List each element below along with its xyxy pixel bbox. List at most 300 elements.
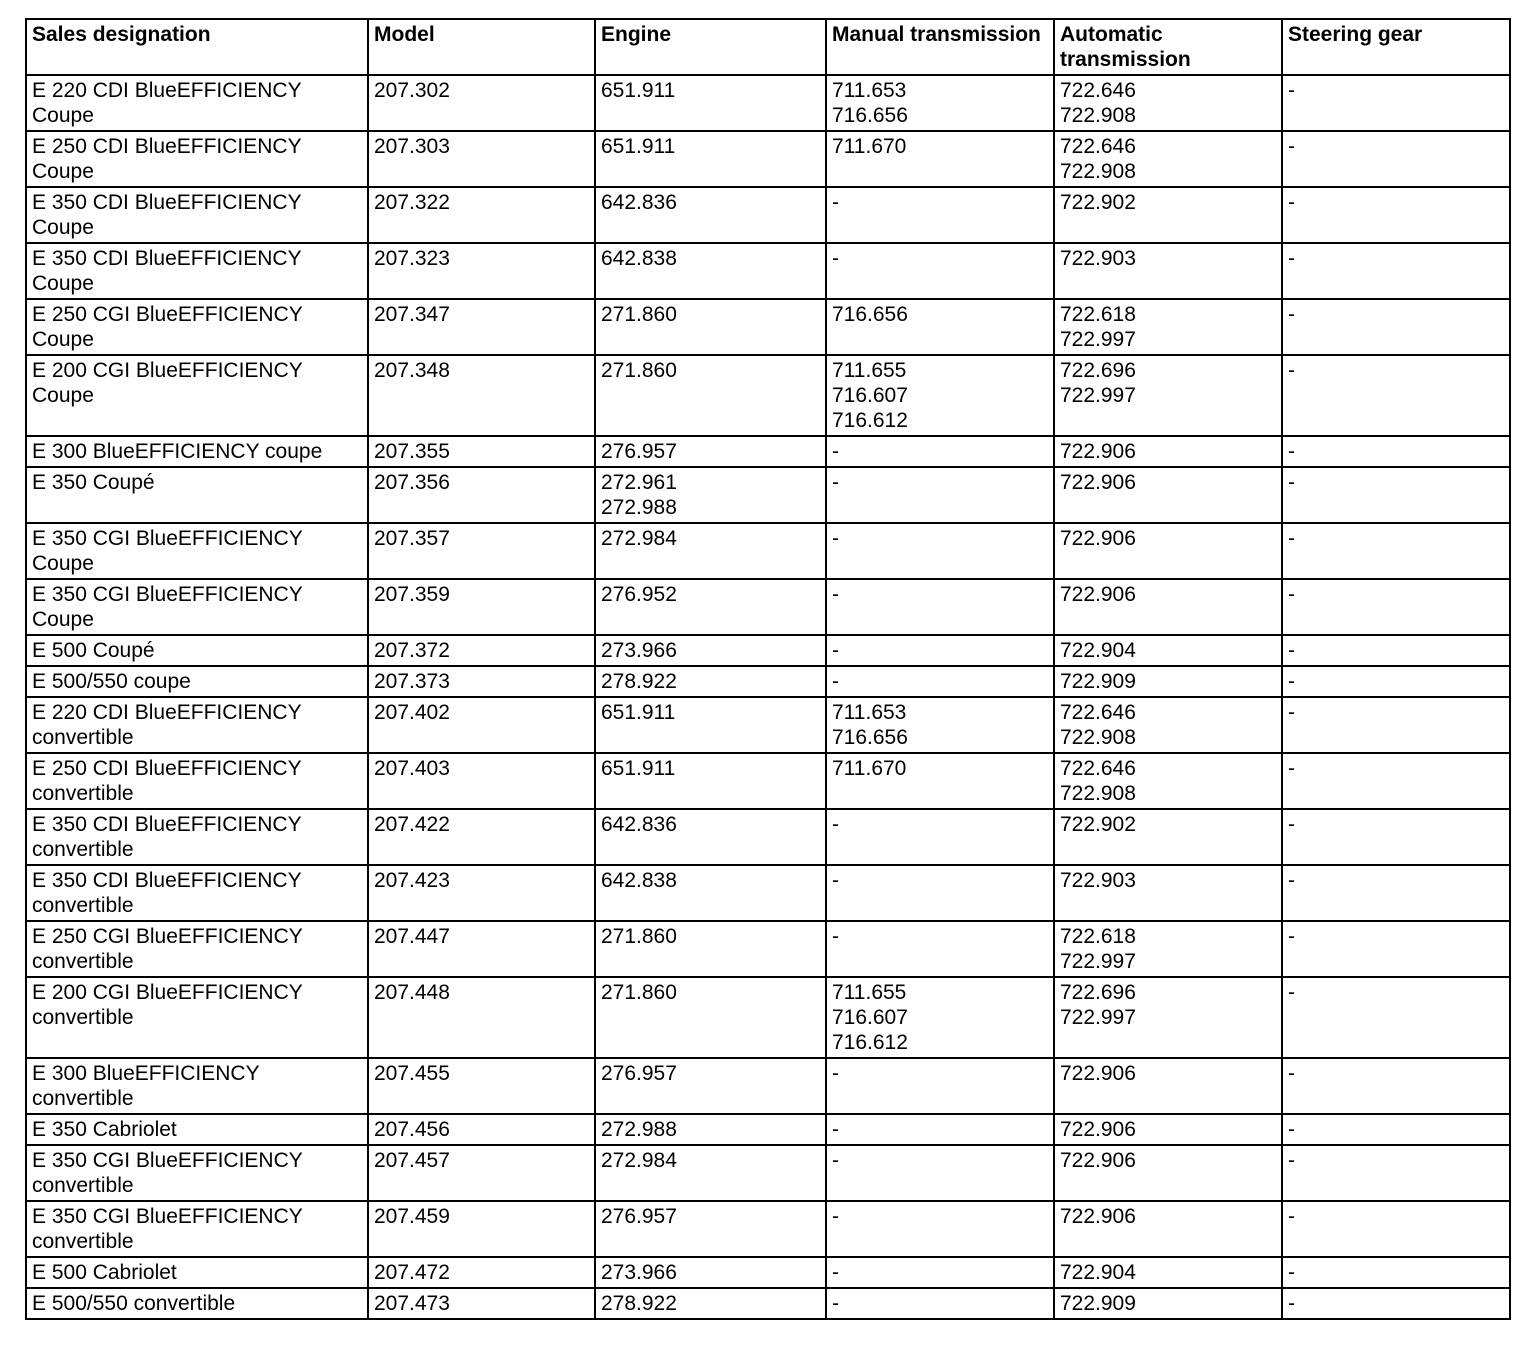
table-row: [26, 1114, 1510, 1145]
model-cell: [368, 865, 595, 921]
model-cell: [368, 1114, 595, 1145]
steering-gear-cell: [1282, 436, 1510, 467]
sales-designation-cell: [26, 1201, 368, 1257]
steering-gear-value: -: [1288, 639, 1295, 662]
model-number: 207.402: [374, 701, 450, 724]
engine-number: 271.860: [601, 359, 677, 382]
model-cell: [368, 75, 595, 131]
automatic-transmission-cell: [1054, 1114, 1282, 1145]
table-row: [26, 921, 1510, 977]
sales-designation: E 200 CGI BlueEFFICIENCY convertible: [32, 981, 303, 1029]
model-number: 207.355: [374, 440, 450, 463]
header-engine: Engine: [595, 19, 826, 75]
manual-transmission-number: -: [832, 813, 839, 836]
manual-transmission-number: 716.607: [832, 1006, 908, 1029]
table-row: [26, 523, 1510, 579]
header-row: [26, 19, 1510, 75]
manual-transmission-cell: [826, 355, 1054, 436]
sales-designation-cell: [26, 753, 368, 809]
sales-designation: E 250 CDI BlueEFFICIENCY convertible: [32, 757, 302, 805]
model-number: 207.356: [374, 471, 450, 494]
model-cell: [368, 1145, 595, 1201]
sales-designation: E 350 CGI BlueEFFICIENCY convertible: [32, 1149, 303, 1197]
engine-number: 276.957: [601, 1062, 677, 1085]
sales-designation-cell: [26, 467, 368, 523]
table-row: [26, 1058, 1510, 1114]
automatic-transmission-number: 722.904: [1060, 1261, 1136, 1284]
manual-transmission-number: -: [832, 1261, 839, 1284]
table-row: [26, 1201, 1510, 1257]
model-cell: [368, 299, 595, 355]
engine-number: 271.860: [601, 303, 677, 326]
model-number: 207.302: [374, 79, 450, 102]
table-row: [26, 131, 1510, 187]
engine-cell: [595, 635, 826, 666]
sales-designation-cell: [26, 1145, 368, 1201]
automatic-transmission-cell: [1054, 436, 1282, 467]
steering-gear-value: -: [1288, 527, 1295, 550]
sales-designation: E 300 BlueEFFICIENCY convertible: [32, 1062, 260, 1110]
model-cell: [368, 1058, 595, 1114]
sales-designation: E 350 CDI BlueEFFICIENCY convertible: [32, 869, 302, 917]
automatic-transmission-cell: [1054, 523, 1282, 579]
engine-cell: [595, 753, 826, 809]
model-cell: [368, 635, 595, 666]
automatic-transmission-number: 722.997: [1060, 328, 1136, 351]
table-row: [26, 243, 1510, 299]
steering-gear-value: -: [1288, 1261, 1295, 1284]
sales-designation: E 350 Cabriolet: [32, 1118, 177, 1141]
model-cell: [368, 355, 595, 436]
engine-number: 272.988: [601, 1118, 677, 1141]
automatic-transmission-number: 722.906: [1060, 583, 1136, 606]
model-number: 207.322: [374, 191, 450, 214]
manual-transmission-number: -: [832, 925, 839, 948]
manual-transmission-number: -: [832, 1205, 839, 1228]
manual-transmission-cell: [826, 921, 1054, 977]
sales-designation-cell: [26, 1257, 368, 1288]
steering-gear-cell: [1282, 299, 1510, 355]
automatic-transmission-number: 722.646: [1060, 701, 1136, 724]
model-number: 207.373: [374, 670, 450, 693]
sales-designation-cell: [26, 809, 368, 865]
engine-cell: [595, 243, 826, 299]
engine-cell: [595, 187, 826, 243]
automatic-transmission-cell: [1054, 75, 1282, 131]
engine-cell: [595, 355, 826, 436]
table-row: [26, 355, 1510, 436]
sales-designation: E 220 CDI BlueEFFICIENCY Coupe: [32, 79, 302, 127]
steering-gear-value: -: [1288, 1149, 1295, 1172]
sales-designation-cell: [26, 635, 368, 666]
engine-cell: [595, 436, 826, 467]
steering-gear-value: -: [1288, 135, 1295, 158]
automatic-transmission-cell: [1054, 467, 1282, 523]
automatic-transmission-number: 722.906: [1060, 1205, 1136, 1228]
steering-gear-value: -: [1288, 247, 1295, 270]
manual-transmission-number: -: [832, 191, 839, 214]
sales-designation-cell: [26, 131, 368, 187]
manual-transmission-number: 716.607: [832, 384, 908, 407]
engine-cell: [595, 1145, 826, 1201]
automatic-transmission-number: 722.906: [1060, 1062, 1136, 1085]
model-cell: [368, 187, 595, 243]
engine-cell: [595, 977, 826, 1058]
engine-number: 272.961: [601, 471, 677, 494]
manual-transmission-cell: [826, 299, 1054, 355]
engine-number: 651.911: [601, 701, 676, 724]
automatic-transmission-number: 722.903: [1060, 247, 1136, 270]
model-number: 207.422: [374, 813, 450, 836]
manual-transmission-cell: [826, 1257, 1054, 1288]
manual-transmission-cell: [826, 1058, 1054, 1114]
sales-designation-cell: [26, 187, 368, 243]
steering-gear-cell: [1282, 75, 1510, 131]
engine-cell: [595, 75, 826, 131]
model-cell: [368, 1288, 595, 1319]
steering-gear-value: -: [1288, 925, 1295, 948]
manual-transmission-number: -: [832, 527, 839, 550]
manual-transmission-number: -: [832, 639, 839, 662]
steering-gear-cell: [1282, 697, 1510, 753]
manual-transmission-cell: [826, 697, 1054, 753]
steering-gear-value: -: [1288, 1205, 1295, 1228]
sales-designation-cell: [26, 523, 368, 579]
manual-transmission-number: -: [832, 670, 839, 693]
engine-number: 273.966: [601, 1261, 677, 1284]
manual-transmission-cell: [826, 243, 1054, 299]
steering-gear-value: -: [1288, 1292, 1295, 1315]
steering-gear-value: -: [1288, 869, 1295, 892]
manual-transmission-number: -: [832, 869, 839, 892]
sales-designation-cell: [26, 921, 368, 977]
steering-gear-value: -: [1288, 670, 1295, 693]
engine-number: 651.911: [601, 79, 676, 102]
engine-cell: [595, 1257, 826, 1288]
sales-designation: E 350 CDI BlueEFFICIENCY Coupe: [32, 247, 302, 295]
manual-transmission-number: 711.655: [832, 359, 907, 382]
steering-gear-cell: [1282, 355, 1510, 436]
sales-designation: E 350 CDI BlueEFFICIENCY convertible: [32, 813, 302, 861]
sales-designation-cell: [26, 355, 368, 436]
steering-gear-value: -: [1288, 471, 1295, 494]
manual-transmission-number: 716.612: [832, 409, 908, 432]
table-row: [26, 697, 1510, 753]
automatic-transmission-cell: [1054, 666, 1282, 697]
manual-transmission-cell: [826, 1145, 1054, 1201]
automatic-transmission-cell: [1054, 243, 1282, 299]
model-cell: [368, 243, 595, 299]
engine-cell: [595, 523, 826, 579]
steering-gear-value: -: [1288, 583, 1295, 606]
manual-transmission-cell: [826, 809, 1054, 865]
table-row: [26, 809, 1510, 865]
sales-designation-cell: [26, 75, 368, 131]
header-model: Model: [368, 19, 595, 75]
sales-designation: E 200 CGI BlueEFFICIENCY Coupe: [32, 359, 303, 407]
engine-cell: [595, 1288, 826, 1319]
steering-gear-cell: [1282, 131, 1510, 187]
automatic-transmission-number: 722.906: [1060, 1118, 1136, 1141]
automatic-transmission-number: 722.696: [1060, 981, 1136, 1004]
table-row: [26, 666, 1510, 697]
manual-transmission-number: 711.670: [832, 135, 907, 158]
manual-transmission-cell: [826, 523, 1054, 579]
sales-designation-cell: [26, 1288, 368, 1319]
model-cell: [368, 809, 595, 865]
automatic-transmission-number: 722.909: [1060, 1292, 1136, 1315]
sales-designation: E 350 CGI BlueEFFICIENCY Coupe: [32, 527, 303, 575]
engine-cell: [595, 865, 826, 921]
steering-gear-cell: [1282, 467, 1510, 523]
sales-designation-cell: [26, 697, 368, 753]
table-row: [26, 75, 1510, 131]
model-number: 207.323: [374, 247, 450, 270]
manual-transmission-number: 711.653: [832, 701, 907, 724]
manual-transmission-cell: [826, 1288, 1054, 1319]
table-row: [26, 1145, 1510, 1201]
manual-transmission-number: 716.612: [832, 1031, 908, 1054]
sales-designation-cell: [26, 243, 368, 299]
steering-gear-cell: [1282, 809, 1510, 865]
manual-transmission-cell: [826, 635, 1054, 666]
engine-cell: [595, 131, 826, 187]
sales-designation: E 300 BlueEFFICIENCY coupe: [32, 440, 323, 463]
sales-designation: E 500 Coupé: [32, 639, 155, 662]
sales-designation: E 500/550 convertible: [32, 1292, 236, 1315]
sales-designation: E 350 CGI BlueEFFICIENCY convertible: [32, 1205, 303, 1253]
automatic-transmission-number: 722.908: [1060, 160, 1136, 183]
table-row: [26, 635, 1510, 666]
engine-cell: [595, 921, 826, 977]
model-cell: [368, 523, 595, 579]
model-number: 207.472: [374, 1261, 450, 1284]
sales-designation-cell: [26, 1058, 368, 1114]
steering-gear-cell: [1282, 1288, 1510, 1319]
header-automatic-transmission: Automatic transmission: [1054, 19, 1282, 75]
table-row: [26, 977, 1510, 1058]
automatic-transmission-cell: [1054, 579, 1282, 635]
steering-gear-cell: [1282, 1114, 1510, 1145]
sales-designation: E 220 CDI BlueEFFICIENCY convertible: [32, 701, 302, 749]
manual-transmission-number: -: [832, 440, 839, 463]
engine-number: 642.838: [601, 247, 677, 270]
engine-number: 272.984: [601, 1149, 677, 1172]
manual-transmission-cell: [826, 436, 1054, 467]
manual-transmission-cell: [826, 666, 1054, 697]
engine-number: 278.922: [601, 1292, 677, 1315]
manual-transmission-number: -: [832, 1118, 839, 1141]
header-manual-transmission: Manual transmission: [826, 19, 1054, 75]
automatic-transmission-number: 722.646: [1060, 757, 1136, 780]
steering-gear-value: -: [1288, 757, 1295, 780]
model-number: 207.448: [374, 981, 450, 1004]
engine-number: 271.860: [601, 981, 677, 1004]
automatic-transmission-number: 722.903: [1060, 869, 1136, 892]
model-cell: [368, 921, 595, 977]
automatic-transmission-number: 722.908: [1060, 104, 1136, 127]
sales-designation-cell: [26, 579, 368, 635]
manual-transmission-cell: [826, 753, 1054, 809]
steering-gear-cell: [1282, 635, 1510, 666]
model-number: 207.359: [374, 583, 450, 606]
automatic-transmission-number: 722.997: [1060, 1006, 1136, 1029]
model-number: 207.303: [374, 135, 450, 158]
table-row: [26, 1288, 1510, 1319]
automatic-transmission-cell: [1054, 697, 1282, 753]
model-cell: [368, 1257, 595, 1288]
automatic-transmission-cell: [1054, 865, 1282, 921]
model-number: 207.455: [374, 1062, 450, 1085]
model-number: 207.347: [374, 303, 450, 326]
automatic-transmission-cell: [1054, 355, 1282, 436]
sales-designation: E 500 Cabriolet: [32, 1261, 177, 1284]
manual-transmission-number: 711.653: [832, 79, 907, 102]
sales-designation-cell: [26, 299, 368, 355]
engine-number: 276.952: [601, 583, 677, 606]
manual-transmission-cell: [826, 467, 1054, 523]
steering-gear-cell: [1282, 1058, 1510, 1114]
table-row: [26, 187, 1510, 243]
table-row: [26, 753, 1510, 809]
steering-gear-cell: [1282, 977, 1510, 1058]
engine-number: 651.911: [601, 135, 676, 158]
table-row: [26, 579, 1510, 635]
sales-designation: E 250 CGI BlueEFFICIENCY convertible: [32, 925, 303, 973]
steering-gear-cell: [1282, 1257, 1510, 1288]
automatic-transmission-number: 722.906: [1060, 1149, 1136, 1172]
automatic-transmission-cell: [1054, 299, 1282, 355]
model-cell: [368, 579, 595, 635]
automatic-transmission-number: 722.906: [1060, 527, 1136, 550]
table-body: [26, 75, 1510, 1319]
model-number: 207.372: [374, 639, 450, 662]
automatic-transmission-number: 722.618: [1060, 303, 1136, 326]
steering-gear-cell: [1282, 921, 1510, 977]
manual-transmission-cell: [826, 75, 1054, 131]
model-cell: [368, 436, 595, 467]
automatic-transmission-number: 722.904: [1060, 639, 1136, 662]
automatic-transmission-number: 722.906: [1060, 471, 1136, 494]
engine-cell: [595, 666, 826, 697]
sales-designation: E 250 CGI BlueEFFICIENCY Coupe: [32, 303, 303, 351]
steering-gear-cell: [1282, 666, 1510, 697]
manual-transmission-cell: [826, 187, 1054, 243]
manual-transmission-number: -: [832, 471, 839, 494]
model-number: 207.348: [374, 359, 450, 382]
model-cell: [368, 977, 595, 1058]
manual-transmission-number: 716.656: [832, 104, 908, 127]
steering-gear-value: -: [1288, 1118, 1295, 1141]
engine-cell: [595, 1201, 826, 1257]
sales-designation-cell: [26, 1114, 368, 1145]
model-cell: [368, 1201, 595, 1257]
engine-number: 273.966: [601, 639, 677, 662]
automatic-transmission-cell: [1054, 753, 1282, 809]
manual-transmission-number: 716.656: [832, 303, 908, 326]
model-number: 207.357: [374, 527, 450, 550]
manual-transmission-number: -: [832, 247, 839, 270]
automatic-transmission-number: 722.696: [1060, 359, 1136, 382]
model-cell: [368, 131, 595, 187]
manual-transmission-number: 716.656: [832, 726, 908, 749]
steering-gear-value: -: [1288, 440, 1295, 463]
manual-transmission-cell: [826, 865, 1054, 921]
model-cell: [368, 753, 595, 809]
manual-transmission-cell: [826, 1201, 1054, 1257]
model-number: 207.447: [374, 925, 450, 948]
automatic-transmission-number: 722.902: [1060, 191, 1136, 214]
model-cell: [368, 467, 595, 523]
steering-gear-cell: [1282, 1145, 1510, 1201]
engine-number: 651.911: [601, 757, 676, 780]
steering-gear-cell: [1282, 187, 1510, 243]
engine-cell: [595, 579, 826, 635]
automatic-transmission-number: 722.908: [1060, 782, 1136, 805]
steering-gear-cell: [1282, 243, 1510, 299]
manual-transmission-cell: [826, 977, 1054, 1058]
manual-transmission-cell: [826, 1114, 1054, 1145]
automatic-transmission-number: 722.646: [1060, 135, 1136, 158]
steering-gear-value: -: [1288, 303, 1295, 326]
engine-cell: [595, 1058, 826, 1114]
manual-transmission-number: -: [832, 1062, 839, 1085]
engine-number: 278.922: [601, 670, 677, 693]
engine-number: 642.836: [601, 813, 677, 836]
automatic-transmission-cell: [1054, 1201, 1282, 1257]
steering-gear-cell: [1282, 1201, 1510, 1257]
steering-gear-value: -: [1288, 701, 1295, 724]
steering-gear-value: -: [1288, 191, 1295, 214]
automatic-transmission-number: 722.906: [1060, 440, 1136, 463]
automatic-transmission-cell: [1054, 635, 1282, 666]
automatic-transmission-number: 722.997: [1060, 950, 1136, 973]
sales-designation: E 350 Coupé: [32, 471, 155, 494]
steering-gear-cell: [1282, 753, 1510, 809]
engine-number: 642.838: [601, 869, 677, 892]
automatic-transmission-number: 722.902: [1060, 813, 1136, 836]
table-row: [26, 467, 1510, 523]
vehicle-assignment-table: [25, 18, 1511, 1320]
manual-transmission-number: -: [832, 583, 839, 606]
sales-designation-cell: [26, 666, 368, 697]
steering-gear-value: -: [1288, 981, 1295, 1004]
model-number: 207.457: [374, 1149, 450, 1172]
model-cell: [368, 697, 595, 753]
automatic-transmission-cell: [1054, 187, 1282, 243]
table-row: [26, 1257, 1510, 1288]
engine-cell: [595, 697, 826, 753]
engine-number: 272.988: [601, 496, 677, 519]
model-number: 207.473: [374, 1292, 450, 1315]
model-number: 207.456: [374, 1118, 450, 1141]
sales-designation-cell: [26, 977, 368, 1058]
steering-gear-value: -: [1288, 1062, 1295, 1085]
steering-gear-cell: [1282, 579, 1510, 635]
manual-transmission-number: -: [832, 1292, 839, 1315]
automatic-transmission-cell: [1054, 809, 1282, 865]
steering-gear-cell: [1282, 523, 1510, 579]
engine-cell: [595, 809, 826, 865]
table-row: [26, 436, 1510, 467]
table-header: [26, 19, 1510, 75]
manual-transmission-number: 711.670: [832, 757, 907, 780]
engine-cell: [595, 467, 826, 523]
automatic-transmission-cell: [1054, 921, 1282, 977]
engine-number: 272.984: [601, 527, 677, 550]
steering-gear-cell: [1282, 865, 1510, 921]
model-number: 207.403: [374, 757, 450, 780]
